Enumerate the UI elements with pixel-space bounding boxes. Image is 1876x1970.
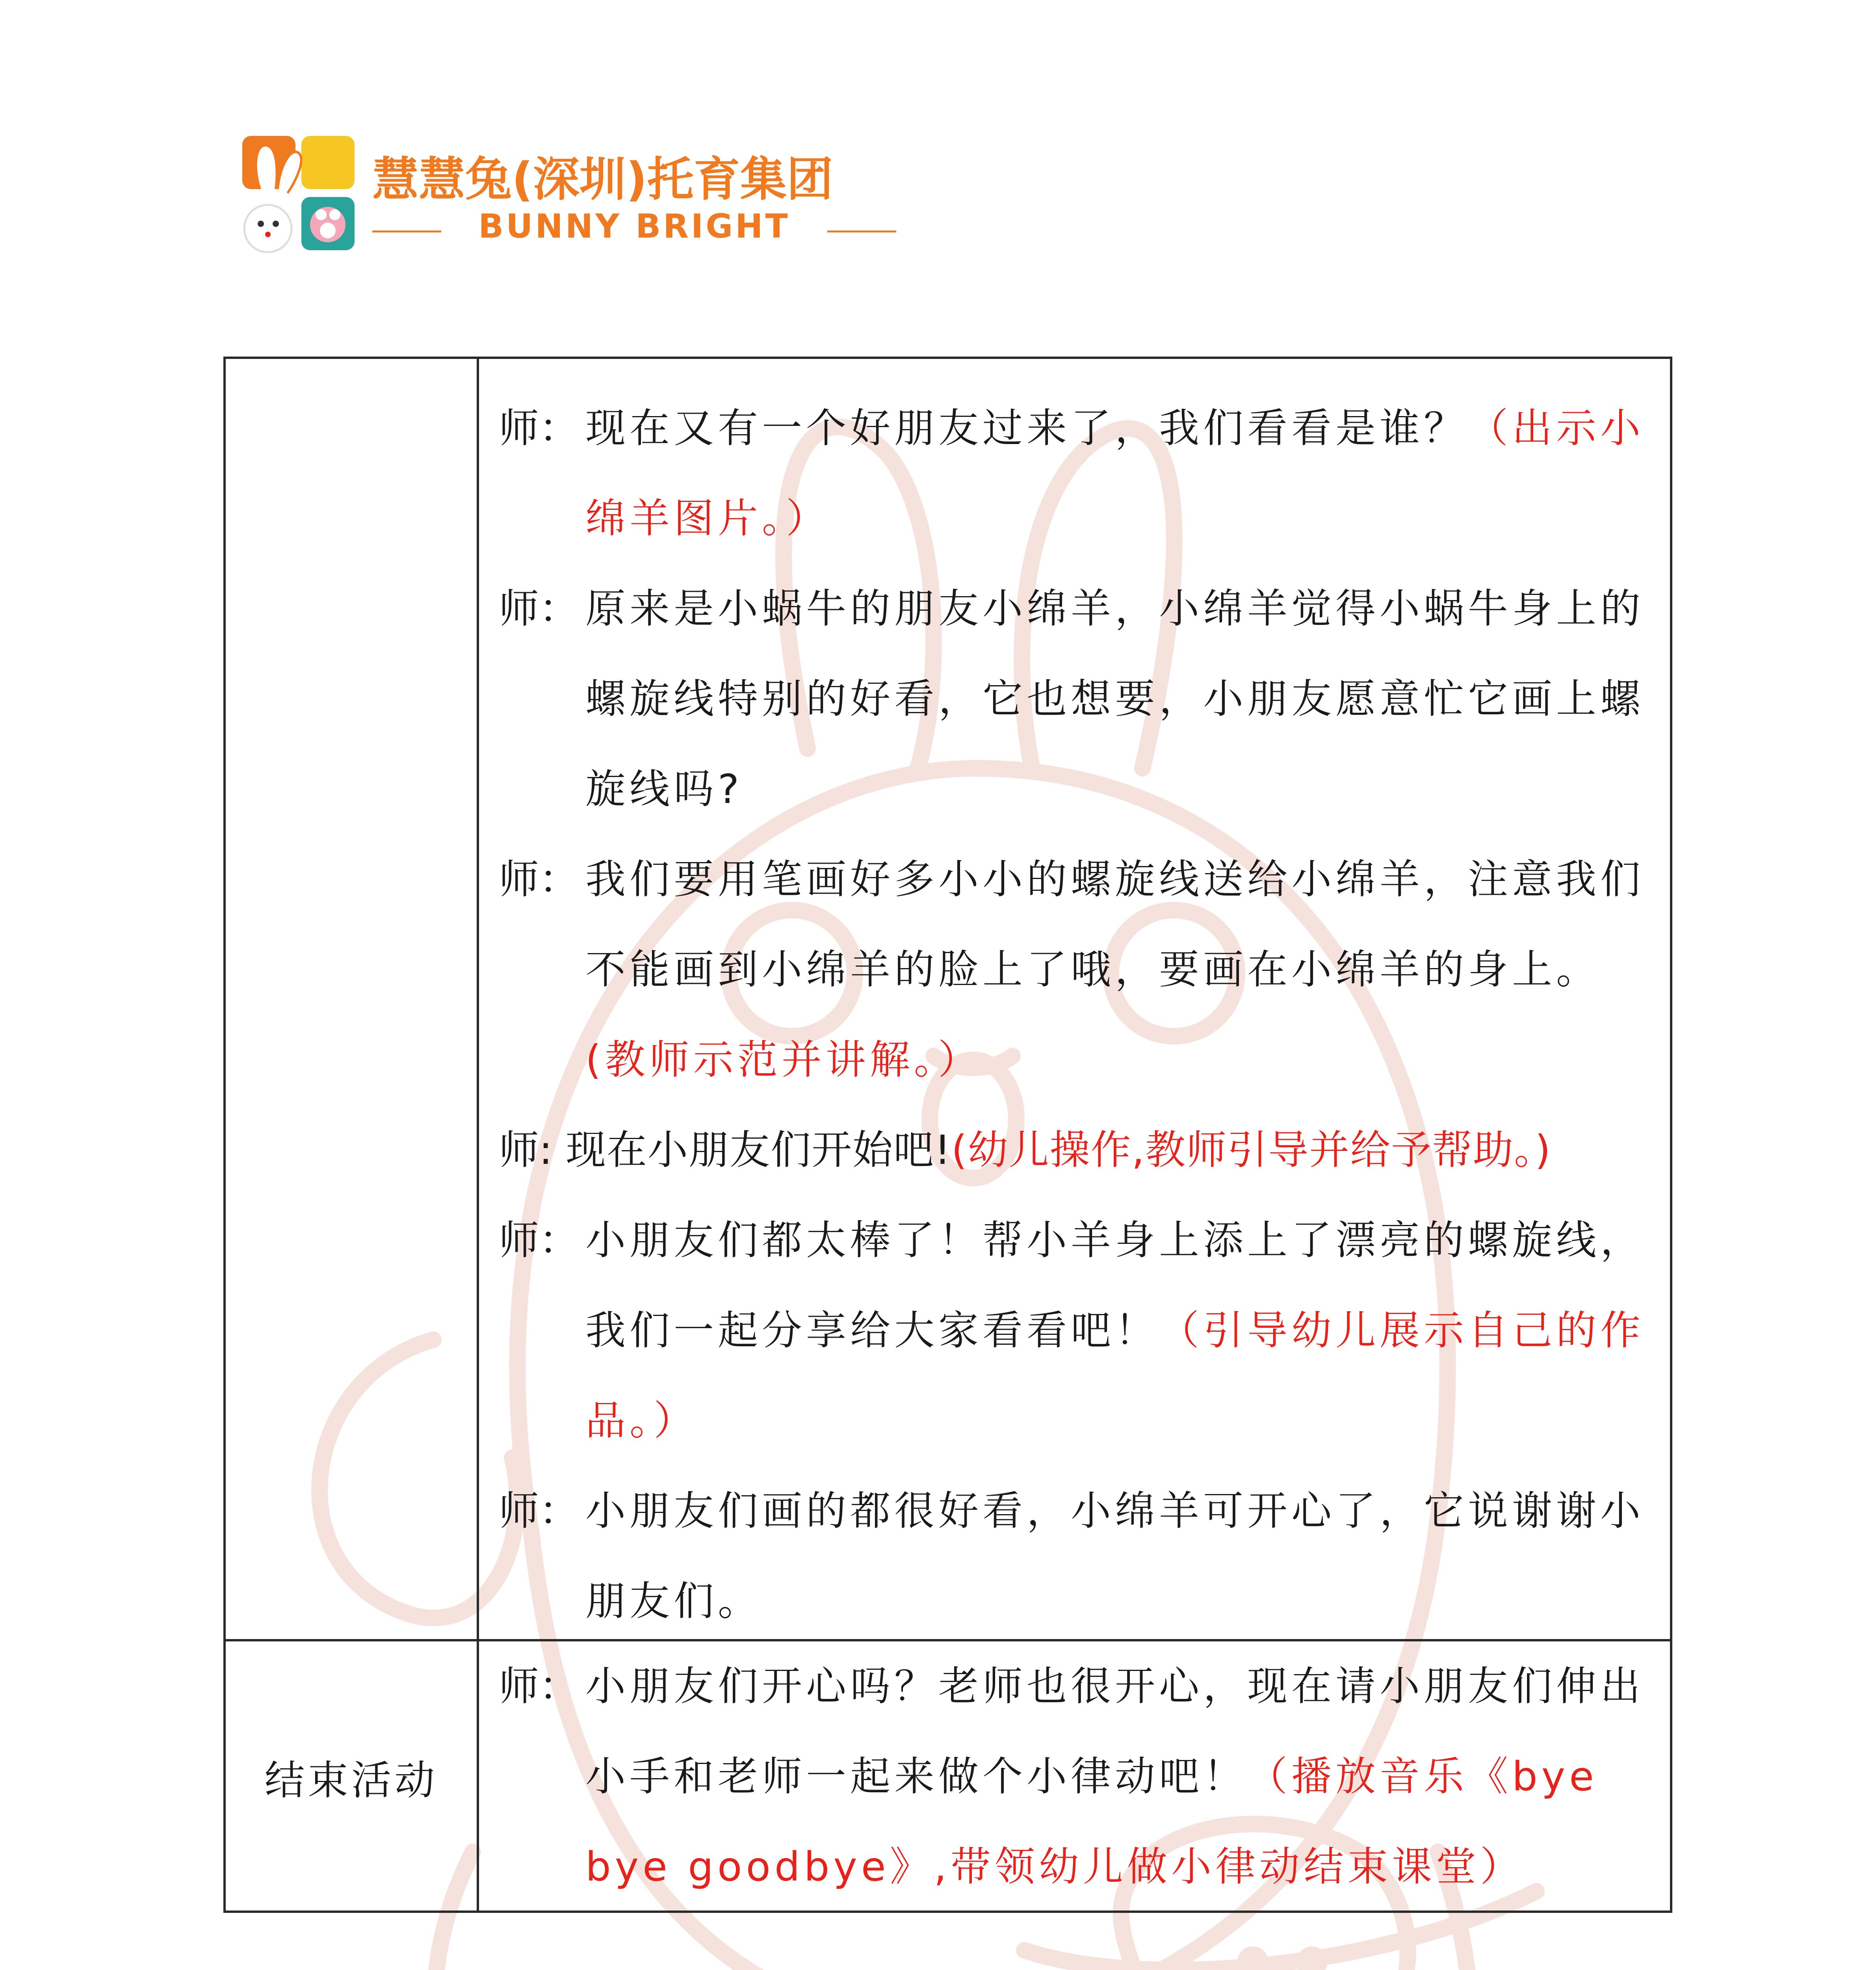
dialogue-paragraph (499, 1466, 1662, 1647)
header-logo (240, 134, 910, 264)
table-row (226, 1641, 1670, 1913)
dialogue-paragraph (499, 1105, 1662, 1195)
dialogue-paragraph (499, 1195, 1662, 1466)
speaker-label: 师： (499, 1663, 579, 1710)
brand-subtitle-text: BUNNY BRIGHT (478, 207, 790, 245)
dialogue-paragraph (499, 564, 1662, 834)
table-row (226, 359, 1670, 1641)
instruction-note: (幼儿操作,教师引导并给予帮助。) (951, 1127, 1551, 1174)
dialogue-text: 现在小朋友们开始吧! (566, 1127, 951, 1174)
dialogue-paragraph (499, 1641, 1662, 1912)
dialogue-paragraph (499, 383, 1662, 564)
speaker-label: 师： (499, 1488, 579, 1535)
row-label (226, 359, 479, 1639)
row-label-closing-activity: 结束活动 (226, 1641, 479, 1913)
dialogue-text: 现在又有一个好朋友过来了，我们看看是谁？ (585, 405, 1468, 452)
speaker-label: 师: (499, 1127, 553, 1174)
dialogue-text: 小朋友们开心吗？老师也很开心，现在请小朋友们伸出小手和老师一起来做个小律动吧！ (585, 1663, 1644, 1800)
brand-title: 慧慧兔(深圳)托育集团 (372, 152, 833, 206)
dialogue-paragraph (499, 834, 1662, 1105)
dialogue-text: 小朋友们都太棒了！帮小羊身上添上了漂亮的螺旋线，我们一起分享给大家看看吧！ (585, 1217, 1644, 1354)
instruction-note: （出示小绵羊图片。） (585, 405, 1644, 542)
dialogue-text: 我们要用笔画好多小小的螺旋线送给小绵羊，注意我们不能画到小绵羊的脸上了哦，要画在小绵羊的身上。 (585, 856, 1644, 993)
lesson-plan-table (223, 357, 1672, 1913)
speaker-label: 师： (499, 856, 579, 903)
instruction-note: （播放音乐《bye bye goodbye》,带领幼儿做小律动结束课堂） (585, 1753, 1598, 1890)
row-content (479, 359, 1670, 1639)
brand-subtitle (372, 207, 896, 254)
speaker-label: 师： (499, 1217, 579, 1264)
speaker-label: 师： (499, 405, 579, 452)
bunny-logo-icon (240, 134, 358, 256)
instruction-note: (教师示范并讲解。） (585, 1037, 982, 1084)
dialogue-text: 小朋友们画的都很好看，小绵羊可开心了，它说谢谢小朋友们。 (585, 1488, 1644, 1625)
subtitle-right-rule (827, 230, 896, 232)
speaker-label: 师： (499, 585, 579, 632)
instruction-note: （引导幼儿展示自己的作品。） (585, 1307, 1644, 1444)
dialogue-text: 原来是小蜗牛的朋友小绵羊，小绵羊觉得小蜗牛身上的螺旋线特别的好看，它也想要，小朋友愿意忙它画上螺旋线吗? (585, 585, 1644, 813)
row-content (479, 1641, 1670, 1913)
